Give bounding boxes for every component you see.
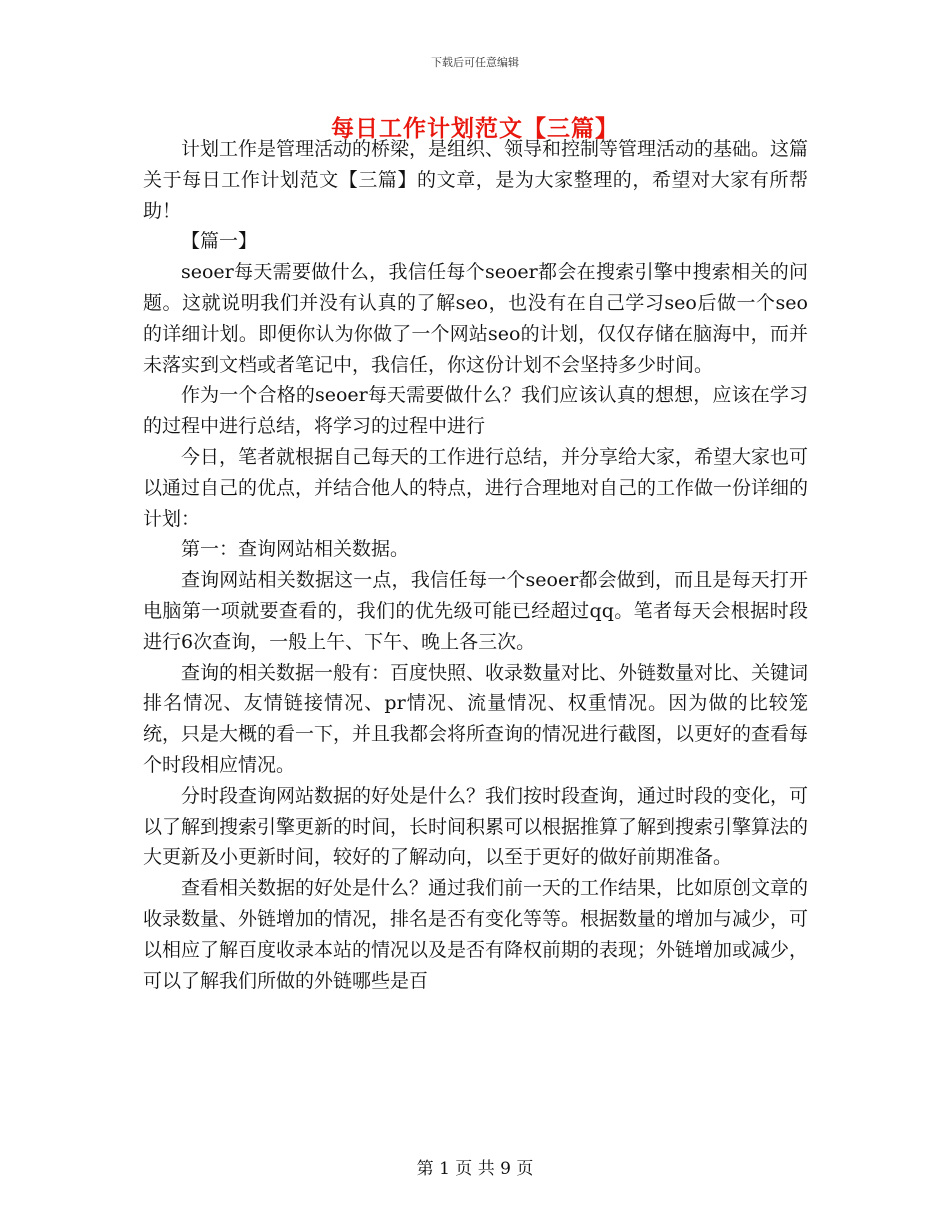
page-number-footer: 第 1 页 共 9 页 [416,1159,534,1179]
paragraph: 查询网站相关数据这一点，我信任每一个seoer都会做到，而且是每天打开电脑第一项就要查看的，我们的优先级可能已经超过qq。笔者每天会根据时段进行6次查询，一般上午、下午、晚上各三次。 [143,569,808,653]
document-title: 每日工作计划范文【三篇】 [331,115,619,142]
paragraph: 查看相关数据的好处是什么？通过我们前一天的工作结果，比如原创文章的收录数量、外链增加的情况，排名是否有变化等等。根据数量的增加与减少，可以相应了解百度收录本站的情况以及是否有降权前期的表现；外链增加或减少，可以了解我们所做的外链哪些是百 [143,877,809,992]
paragraph: seoer每天需要做什么，我信任每个seoer都会在搜索引擎中搜索相关的问题。这就说明我们并没有认真的了解seo，也没有在自己学习seo后做一个seo的详细计划。即便你认为你做了一个网站seo的计划，仅仅存储在脑海中，而并未落实到文档或者笔记中，我信任，你这份计划不会坚持多少时间。 [143,261,808,376]
document-body [143,134,808,996]
paragraph: 分时段查询网站数据的好处是什么？我们按时段查询，通过时段的变化，可以了解到搜索引擎更新的时间，长时间积累可以根据推算了解到搜索引擎算法的大更新及小更新时间，较好的了解动向，以至于更好的做好前期准备。 [143,784,809,869]
paragraph: 作为一个合格的seoer每天需要做什么？我们应该认真的想想，应该在学习的过程中进行总结，将学习的过程中进行 [143,384,808,438]
paragraph-intro: 计划工作是管理活动的桥梁，是组织、领导和控制等管理活动的基础。这篇关于每日工作计划范文【三篇】的文章，是为大家整理的，希望对大家有所帮助！ [143,138,809,222]
header-note: 下载后可任意编辑 [431,56,519,69]
section-heading-part-one: 【篇一】 [181,230,258,253]
subheading-step-one: 第一：查询网站相关数据。 [181,538,410,561]
paragraph: 查询的相关数据一般有：百度快照、收录数量对比、外链数量对比、关键词排名情况、友情链接情况、pr情况、流量情况、权重情况。因为做的比较笼统，只是大概的看一下，并且我都会将所查询的情况进行截图，以更好的查看每个时段相应情况。 [143,661,809,776]
paragraph: 今日，笔者就根据自己每天的工作进行总结，并分享给大家，希望大家也可以通过自己的优点，并结合他人的特点，进行合理地对自己的工作做一份详细的计划： [143,445,809,530]
